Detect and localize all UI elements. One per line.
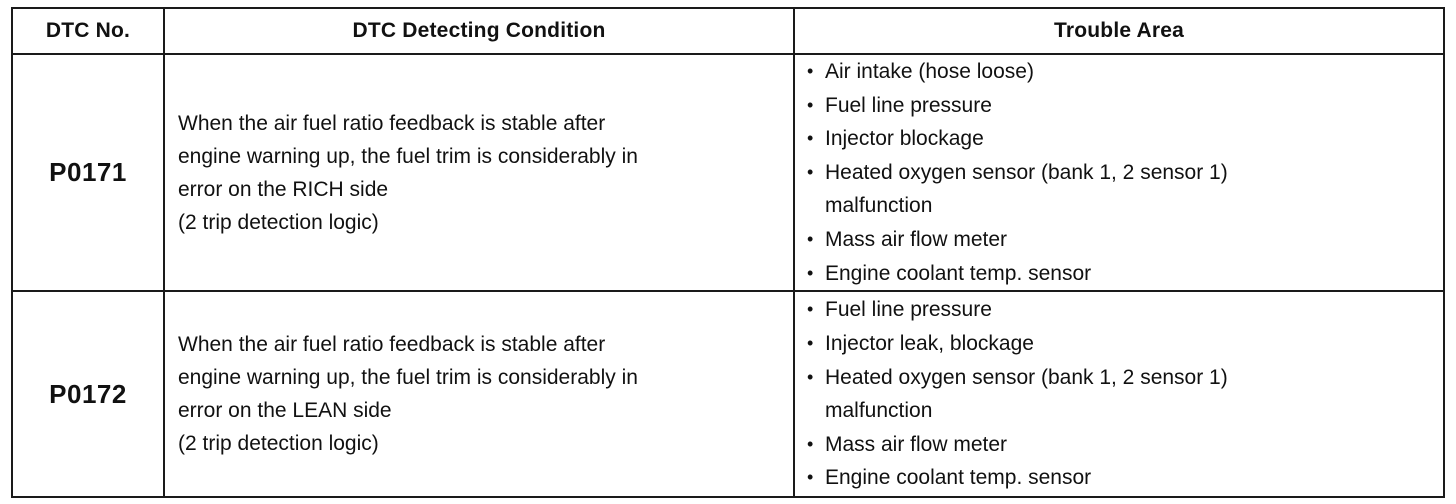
list-item: [807, 55, 1443, 89]
condition-line: engine warning up, the fuel trim is considerably in: [178, 366, 638, 390]
bullet-icon: •: [807, 332, 814, 353]
list-item: [807, 361, 1443, 428]
dtc-code: P0172: [12, 291, 164, 497]
condition-line: When the air fuel ratio feedback is stable after: [178, 111, 606, 135]
bullet-icon: •: [807, 433, 814, 454]
trouble-item-text: Engine coolant temp. sensor: [825, 261, 1092, 285]
list-item: [807, 327, 1443, 361]
table-row: [12, 54, 1444, 291]
dtc-code: P0171: [12, 54, 164, 291]
trouble-item-text: Heated oxygen sensor (bank 1, 2 sensor 1): [825, 365, 1228, 389]
list-item: [807, 461, 1443, 495]
condition-line: When the air fuel ratio feedback is stable after: [178, 333, 606, 357]
bullet-icon: •: [807, 161, 814, 182]
list-item: [807, 293, 1443, 327]
trouble-area-cell: [794, 291, 1444, 497]
bullet-icon: •: [807, 94, 814, 115]
header-dtc-no: DTC No.: [12, 8, 164, 54]
header-condition: DTC Detecting Condition: [164, 8, 794, 54]
bullet-icon: •: [807, 299, 814, 320]
trouble-item-text: Mass air flow meter: [825, 432, 1008, 456]
trouble-item-text: Heated oxygen sensor (bank 1, 2 sensor 1): [825, 160, 1228, 184]
bullet-icon: •: [807, 467, 814, 488]
trouble-item-continuation: malfunction: [825, 194, 933, 218]
condition-line: error on the LEAN side: [178, 399, 392, 423]
trouble-area-list: [807, 293, 1443, 495]
trouble-item-text: Fuel line pressure: [825, 93, 992, 117]
dtc-table: [11, 7, 1445, 498]
list-item: [807, 428, 1443, 462]
bullet-icon: •: [807, 262, 814, 283]
bullet-icon: •: [807, 128, 814, 149]
list-item: [807, 223, 1443, 257]
trouble-area-list: [807, 55, 1443, 290]
condition-line: engine warning up, the fuel trim is considerably in: [178, 144, 638, 168]
bullet-icon: •: [807, 366, 814, 387]
trouble-item-text: Air intake (hose loose): [825, 60, 1034, 83]
list-item: [807, 257, 1443, 291]
condition-line: (2 trip detection logic): [178, 432, 379, 456]
condition-cell: [164, 54, 794, 291]
bullet-icon: •: [807, 228, 814, 249]
trouble-item-text: Engine coolant temp. sensor: [825, 466, 1092, 490]
header-trouble-area: Trouble Area: [794, 8, 1444, 54]
list-item: [807, 156, 1443, 223]
list-item: [807, 89, 1443, 123]
trouble-item-text: Injector blockage: [825, 127, 984, 151]
condition-line: error on the RICH side: [178, 177, 389, 201]
condition-line: (2 trip detection logic): [178, 210, 379, 234]
trouble-item-text: Fuel line pressure: [825, 298, 992, 322]
trouble-item-text: Injector leak, blockage: [825, 331, 1034, 355]
condition-cell: [164, 291, 794, 497]
trouble-item-text: Mass air flow meter: [825, 227, 1008, 251]
trouble-area-cell: [794, 54, 1444, 291]
trouble-item-continuation: malfunction: [825, 399, 933, 423]
list-item: [807, 122, 1443, 156]
header-row: [12, 8, 1444, 54]
table-row: [12, 291, 1444, 497]
bullet-icon: •: [807, 61, 814, 81]
